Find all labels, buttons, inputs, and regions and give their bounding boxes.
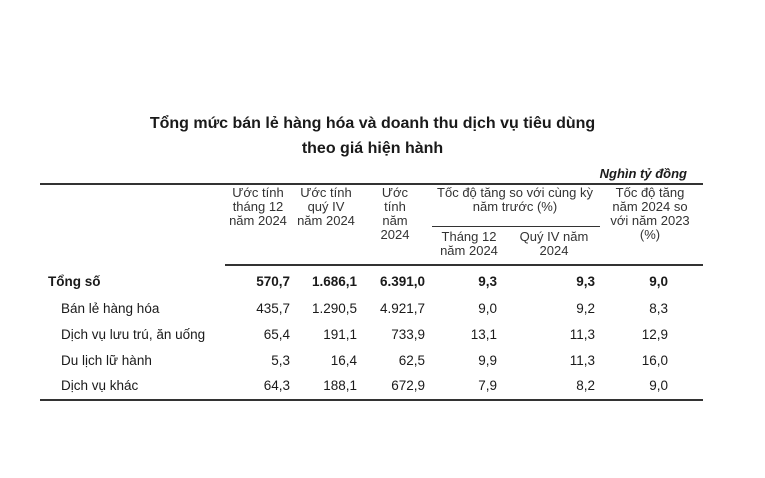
bottom-rule <box>40 399 703 401</box>
cell-value: 11,3 <box>569 353 595 368</box>
table-title: Tổng mức bán lẻ hàng hóa và doanh thu dịch vụ tiêu dùng <box>149 115 596 132</box>
cell-value: 435,7 <box>256 301 290 316</box>
header-growth-year: Tốc độ tăng năm 2024 so với năm 2023 (%) <box>610 185 690 242</box>
cell-value: 11,3 <box>569 327 595 342</box>
cell-value: 1.290,5 <box>311 301 357 316</box>
cell-value: 188,1 <box>323 378 357 393</box>
cell-value: 9,0 <box>649 378 668 393</box>
cell-value: 13,1 <box>470 327 497 342</box>
cell-value: 62,5 <box>398 353 425 368</box>
cell-value: 9,3 <box>576 274 595 289</box>
group-rule <box>432 226 600 227</box>
cell-value: 16,0 <box>641 353 668 368</box>
cell-value: 12,9 <box>641 327 668 342</box>
row-label: Dịch vụ lưu trú, ăn uống <box>61 327 206 342</box>
cell-value: 672,9 <box>391 378 425 393</box>
cell-value: 570,7 <box>256 274 290 289</box>
header-q4: Ước tính quý IV năm 2024 <box>297 185 355 228</box>
table-row <box>0 301 765 321</box>
table-subtitle: theo giá hiện hành <box>301 140 444 157</box>
row-label: Bán lẻ hàng hóa <box>61 301 160 316</box>
cell-value: 9,2 <box>576 301 595 316</box>
table-row <box>0 274 765 294</box>
table-row <box>0 327 765 347</box>
cell-value: 9,3 <box>478 274 497 289</box>
table-row <box>0 353 765 373</box>
cell-value: 16,4 <box>330 353 357 368</box>
cell-value: 8,2 <box>576 378 595 393</box>
cell-value: 5,3 <box>271 353 290 368</box>
cell-value: 8,3 <box>649 301 668 316</box>
row-label: Du lịch lữ hành <box>61 353 152 368</box>
header-month12: Ước tính tháng 12 năm 2024 <box>229 185 287 228</box>
cell-value: 7,9 <box>478 378 497 393</box>
header-growth-q4: Quý IV năm 2024 <box>519 229 589 258</box>
header-rule <box>225 264 703 266</box>
top-rule <box>40 183 703 185</box>
cell-value: 733,9 <box>391 327 425 342</box>
cell-value: 6.391,0 <box>379 274 425 289</box>
cell-value: 9,0 <box>478 301 497 316</box>
row-label: Dịch vụ khác <box>61 378 139 393</box>
cell-value: 65,4 <box>263 327 290 342</box>
header-growth-month12: Tháng 12 năm 2024 <box>440 229 498 258</box>
cell-value: 191,1 <box>323 327 357 342</box>
table-row <box>0 378 765 398</box>
cell-value: 9,0 <box>649 274 668 289</box>
cell-value: 4.921,7 <box>379 301 425 316</box>
header-growth-group: Tốc độ tăng so với cùng kỳ năm trước (%) <box>437 185 593 214</box>
header-year: Ước tính năm 2024 <box>380 185 410 242</box>
cell-value: 9,9 <box>478 353 497 368</box>
unit-label: Nghìn tỷ đồng <box>599 166 687 181</box>
cell-value: 64,3 <box>263 378 290 393</box>
cell-value: 1.686,1 <box>311 274 357 289</box>
row-label: Tổng số <box>48 274 101 289</box>
